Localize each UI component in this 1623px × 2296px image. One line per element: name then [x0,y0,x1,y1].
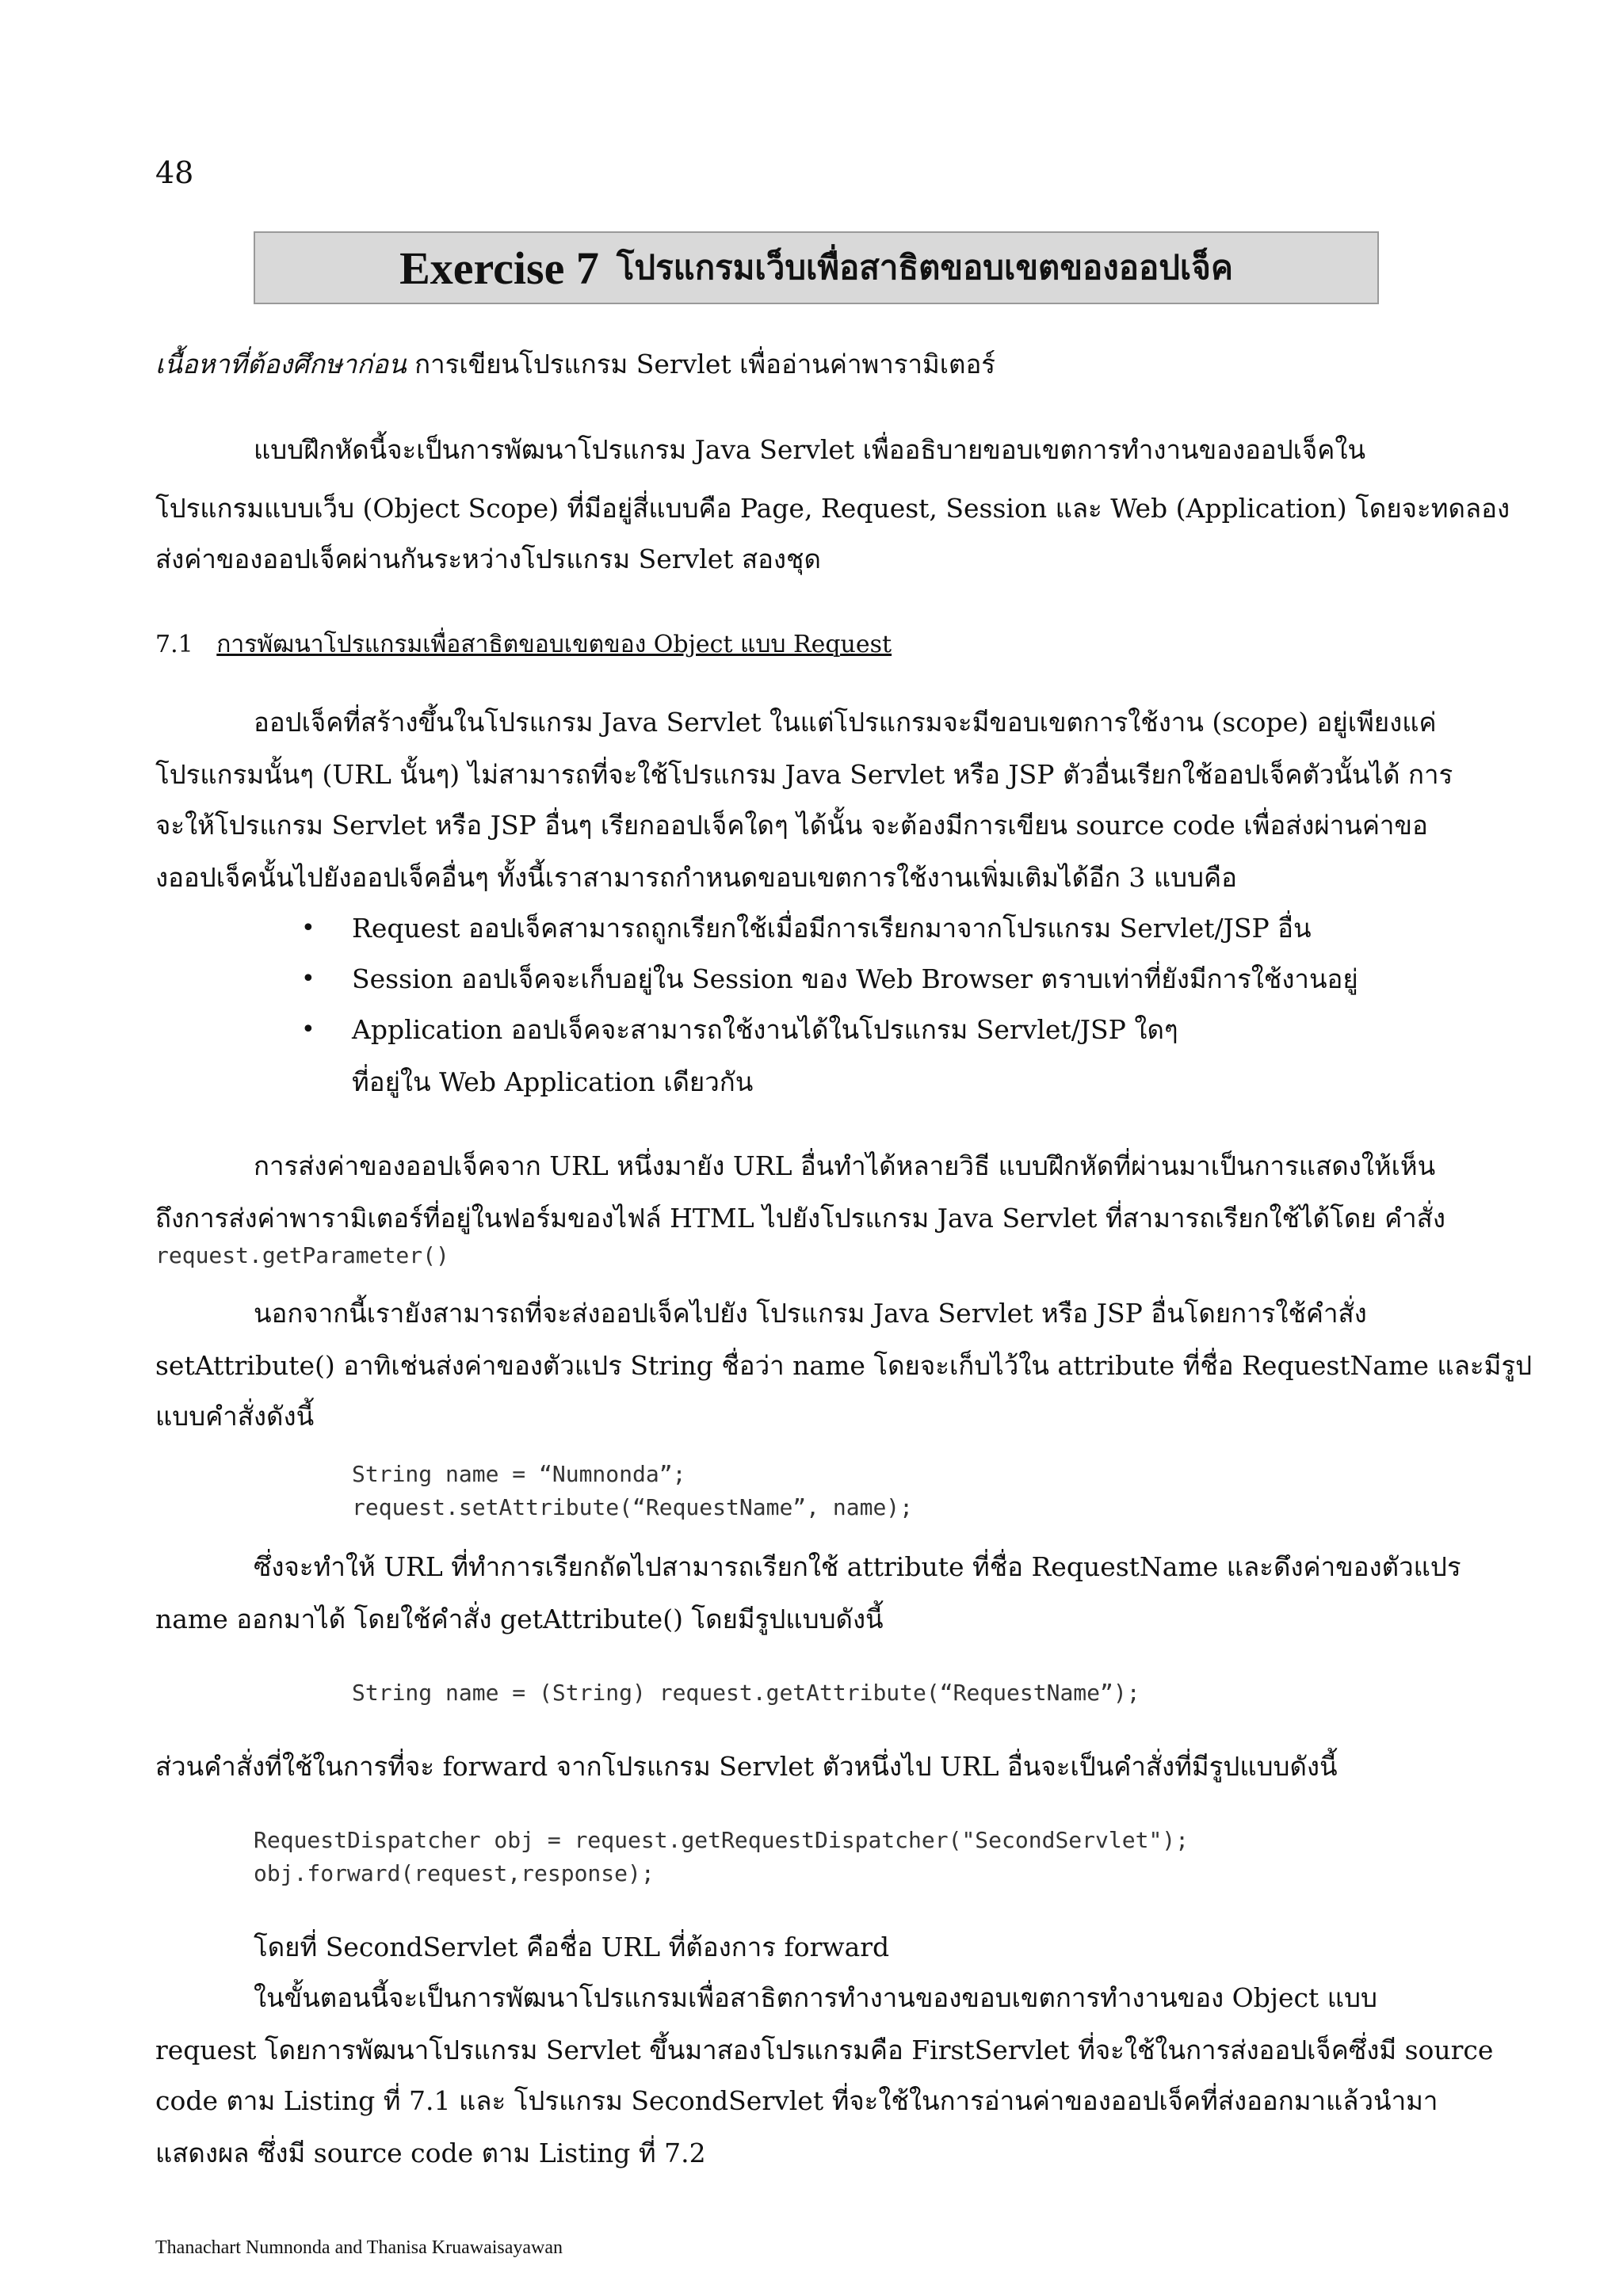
code-line: request.setAttribute(“RequestName”, name); [352,1494,914,1520]
para2-line: การส่งค่าของออปเจ็คจาก URL หนึ่งมายัง URL อื่นทำได้หลายวิธี แบบฝึกหัดที่ผ่านมาเป็นการแสดงให้เห็น [254,1150,1436,1181]
para7-line: request โดยการพัฒนาโปรแกรม Servlet ขึ้นมาสองโปรแกรมคือ FirstServlet ที่จะใช้ในการส่งออปเจ็คซึ่งมี source [155,2035,1494,2065]
para1-line: โปรแกรมนั้นๆ (URL นั้นๆ) ไม่สามารถที่จะใช้โปรแกรม Java Servlet หรือ JSP ตัวอื่นเรียกใช้ออปเจ็คตัวนั้นได้ การ [155,759,1453,790]
section-number: 7.1 [155,631,193,658]
bullet-icon: • [301,965,315,993]
para1-line: จะให้โปรแกรม Servlet หรือ JSP อื่นๆ เรียกออปเจ็คใดๆ ได้นั้น จะต้องมีการเขียน source code เพื่อส่งผ่านค่าขอ [155,810,1428,841]
intro-line: ส่งค่าของออปเจ็คผ่านกันระหว่างโปรแกรม Servlet สองชุด [155,543,821,574]
bullet-item: Application ออปเจ็คจะสามารถใช้งานได้ในโปรแกรม Servlet/JSP ใดๆ [352,1014,1178,1045]
section-title: การพัฒนาโปรแกรมเพื่อสาธิตขอบเขตของ Object แบบ Request [216,631,892,658]
bullet-item: Request ออปเจ็คสามารถถูกเรียกใช้เมื่อมีการเรียกมาจากโปรแกรม Servlet/JSP อื่น [352,913,1312,944]
para1-line: ออปเจ็คที่สร้างขึ้นในโปรแกรม Java Servlet ในแต่โปรแกรมจะมีขอบเขตการใช้งาน (scope) อยู่เพียงแค่ [254,707,1437,738]
para3-line: นอกจากนี้เรายังสามารถที่จะส่งออปเจ็คไปยัง โปรแกรม Java Servlet หรือ JSP อื่นโดยการใช้คำสั่ง [254,1298,1367,1329]
para4-line: name ออกมาได้ โดยใช้คำสั่ง getAttribute() โดยมีรูปแบบดังนี้ [155,1604,884,1634]
exercise-number: Exercise 7 [399,242,599,294]
para5: ส่วนคำสั่งที่ใช้ในการที่จะ forward จากโปรแกรม Servlet ตัวหนึ่งไป URL อื่นจะเป็นคำสั่งที่มีรูปแบบดังนี้ [155,1751,1338,1782]
exercise-title-box [254,231,1379,304]
para7-line: ในขั้นตอนนี้จะเป็นการพัฒนาโปรแกรมเพื่อสาธิตการทำงานของขอบเขตการทำงานของ Object แบบ [254,1982,1377,2013]
para7-line: code ตาม Listing ที่ 7.1 และ โปรแกรม SecondServlet ที่จะใช้ในการอ่านค่าของออปเจ็คที่ส่งออกมาแล้วนำมา [155,2085,1438,2116]
para3-line: แบบคำสั่งดังนี้ [155,1401,315,1432]
bullet-item: Session ออปเจ็คจะเก็บอยู่ใน Session ของ Web Browser ตราบเท่าที่ยังมีการใช้งานอยู่ [352,963,1358,994]
para6: โดยที่ SecondServlet คือชื่อ URL ที่ต้องการ forward [254,1932,890,1962]
para3-line: setAttribute() อาทิเช่นส่งค่าของตัวแปร String ชื่อว่า name โดยจะเก็บไว้ใน attribute ที่ชื่อ RequestName และมีรูป [155,1350,1533,1381]
code-line: obj.forward(request,response); [254,1860,655,1886]
intro-line: โปรแกรมแบบเว็บ (Object Scope) ที่มีอยู่สี่แบบคือ Page, Request, Session และ Web (Application) โดยจะทดลอง [155,493,1510,524]
code-line: String name = “Numnonda”; [352,1461,686,1487]
intro-line: แบบฝึกหัดนี้จะเป็นการพัฒนาโปรแกรม Java Servlet เพื่ออธิบายขอบเขตการทำงานของออปเจ็คใน [254,434,1366,465]
page-number: 48 [155,155,194,190]
code-get-attribute: String name = (String) request.getAttribute(“RequestName”); [352,1680,1140,1706]
para4-line: ซึ่งจะทำให้ URL ที่ทำการเรียกถัดไปสามารถเรียกใช้ attribute ที่ชื่อ RequestName และดึงค่าของตัวแปร [254,1551,1461,1582]
bullet-icon: • [301,1016,315,1043]
bullet-item-continued: ที่อยู่ใน Web Application เดียวกัน [352,1066,754,1097]
prerequisite [155,347,995,382]
code-get-parameter: request.getParameter() [155,1242,449,1268]
para2-line: ถึงการส่งค่าพารามิเตอร์ที่อยู่ในฟอร์มของไฟล์ HTML ไปยังโปรแกรม Java Servlet ที่สามารถเรียกใช้ได้โดย คำสั่ง [155,1203,1445,1234]
para1-line: งออปเจ็คนั้นไปยังออปเจ็คอื่นๆ ทั้งนี้เราสามารถกำหนดขอบเขตการใช้งานเพิ่มเติมได้อีก 3 แบบคือ [155,862,1237,893]
para7-line: แสดงผล ซึ่งมี source code ตาม Listing ที่ 7.2 [155,2138,706,2168]
section-heading [155,627,892,662]
code-line: RequestDispatcher obj = request.getRequestDispatcher("SecondServlet"); [254,1827,1190,1853]
footer-authors: Thanachart Numnonda and Thanisa Kruawaisayawan [155,2237,563,2258]
prerequisite-text: การเขียนโปรแกรม Servlet เพื่ออ่านค่าพารามิเตอร์ [414,349,996,379]
bullet-icon: • [301,914,315,942]
exercise-title: โปรแกรมเว็บเพื่อสาธิตขอบเขตของออปเจ็ค [616,248,1233,287]
prerequisite-label: เนื้อหาที่ต้องศึกษาก่อน [155,349,407,379]
